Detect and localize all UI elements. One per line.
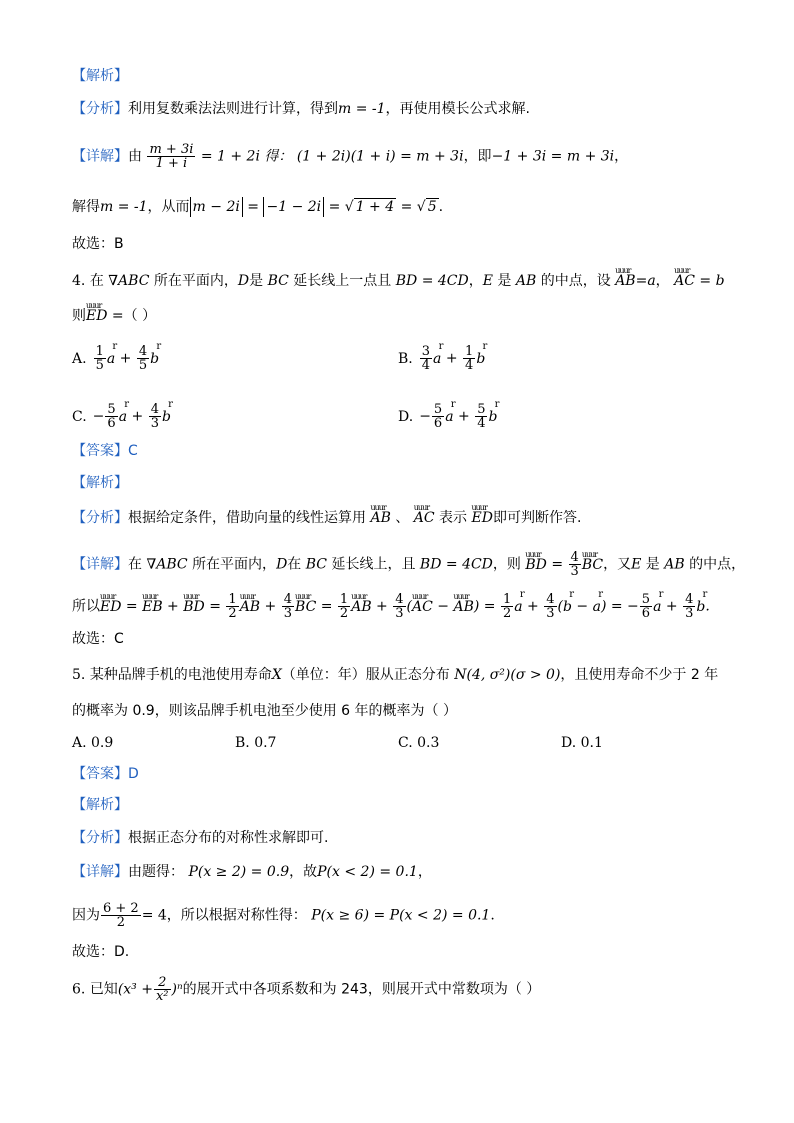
q6-expr-post: )ⁿ <box>171 981 183 998</box>
q4-xj-triangle: ∇ABC <box>146 556 188 573</box>
q5-xj-label: 【详解】 <box>72 864 128 880</box>
q4-option-c <box>72 403 171 430</box>
q4-option-label: D. <box>398 408 414 425</box>
q6-number: 6. <box>72 981 86 998</box>
q4-xj-t5: ，则 <box>492 556 521 573</box>
xiangjie-q3 <box>72 143 628 170</box>
eq2: (1 + 2i)(1 + i) = m + 3i <box>296 148 464 165</box>
q4-option-b <box>398 345 485 372</box>
eq3-prefix: ，即 <box>463 148 492 165</box>
q4-condition: BD = 4CD <box>395 273 469 289</box>
q4-option-vector: r a <box>433 349 441 369</box>
q5-xj-t1: 由题得： <box>128 864 184 880</box>
q6-expr-pre: (x³ + <box>117 981 153 998</box>
q5-yw-end: . <box>490 907 495 924</box>
q4-option-label: A. <box>72 350 87 367</box>
eq1: = 1 + 2i 得： <box>200 148 293 165</box>
q4-fenxi-ED: uuur ED <box>472 508 493 528</box>
q4-option-fraction: $\frac{4}{3}$ <box>150 402 159 431</box>
jiede-math: m = -1 <box>100 199 148 215</box>
q5-frac-num: 6 + 2 <box>103 901 139 916</box>
q4-text-d: 延长线上一点且 <box>293 273 392 289</box>
q4-option-fraction: $\frac{5}{4}$ <box>477 402 486 431</box>
q5-xj-t2: ，故 <box>289 864 318 880</box>
q4-text-b: 所在平面内， <box>153 273 238 289</box>
q4-fenxi <box>72 508 581 528</box>
q4-option-fraction: $\frac{5}{6}$ <box>107 402 116 431</box>
guxuan-q3: 故选：B <box>72 236 124 252</box>
q6-text1: 已知 <box>89 981 118 998</box>
q4-option-fraction: $\frac{4}{5}$ <box>138 344 148 373</box>
fraction-m3i-over-1i <box>147 143 195 170</box>
q6-frac-den: x² <box>155 989 169 1004</box>
q4-option-sign: − <box>419 408 431 425</box>
q5-option-d: D. 0.1 <box>561 735 603 751</box>
q6-text2: 的展开式中各项系数和为 243，则展开式中常数项为（ ） <box>182 981 541 998</box>
jiexi-heading-q3: 【解析】 <box>72 68 128 84</box>
q4-option-vector: r b <box>150 349 159 369</box>
q4-xj-AB: AB <box>664 556 685 573</box>
q4-option-fraction: $\frac{5}{6}$ <box>433 402 443 431</box>
fenxi-label: 【分析】 <box>72 101 128 117</box>
q5-final: 故选：D. <box>72 944 130 960</box>
q4-xj-t6: ，又 <box>603 556 632 573</box>
q4-vector-AB: uuur AB <box>615 271 635 291</box>
q4-vector-ED: uuur ED <box>86 306 107 326</box>
xiangjie-you: 由 <box>128 148 142 165</box>
q4-option-fraction: $\frac{1}{5}$ <box>95 344 104 373</box>
q5-fenxi-label: 【分析】 <box>72 830 128 846</box>
congeer: ，从而 <box>147 199 190 215</box>
q4-option-vector: r a <box>119 407 127 427</box>
q5-text3: ，且使用寿命不少于 2 年 <box>560 667 719 683</box>
frac-den: 1 + i <box>155 156 188 171</box>
question-5-line-2: 的概率为 0.9，则该品牌手机电池至少使用 6 年的概率为（ ） <box>72 703 457 719</box>
q5-option-c: C. 0.3 <box>398 735 440 751</box>
fenxi-math: m = -1 <box>338 101 386 117</box>
question-4-line-2 <box>72 306 156 326</box>
q4-option-vector: r b <box>476 349 485 369</box>
q4-BC: BC <box>267 273 289 289</box>
q5-yinwei-label: 因为 <box>72 907 100 924</box>
q5-frac-den: 2 <box>116 915 125 930</box>
q4-option-vector: r b <box>488 407 497 427</box>
q4-option-vector: r a <box>445 407 453 427</box>
sqrt-2: 5 <box>427 199 437 215</box>
q5-answer: 【答案】D <box>72 766 139 782</box>
frac-num: m + 3i <box>149 142 194 157</box>
q4-fenxi-label: 【分析】 <box>72 510 128 526</box>
q4-xj-t1: 在 <box>128 556 142 573</box>
fenxi-text-end: ，再使用模长公式求解. <box>385 101 530 117</box>
eq3: −1 + 3i = m + 3i <box>491 148 615 165</box>
q4-answer: 【答案】C <box>72 443 138 459</box>
q5-yw-m: P(x ≥ 6) = P(x < 2) = 0.1 <box>311 907 491 924</box>
question-4-line-1 <box>72 271 725 291</box>
xiangjie-label: 【详解】 <box>72 148 128 165</box>
q4-jiexi: 【解析】 <box>72 475 128 491</box>
q4-option-operator: + <box>115 350 136 367</box>
q4-xj-t4: 延长线上，且 <box>331 556 416 573</box>
q5-frac <box>101 902 141 929</box>
q4-option-vector: r a <box>107 349 115 369</box>
q5-fenxi-text: 根据正态分布的对称性求解即可. <box>128 830 329 846</box>
q4-option-d <box>398 403 497 430</box>
q4-line2-post: =（ ） <box>111 308 157 324</box>
q4-suoyi-derivation: 所以uuur ED = uuur EB + uuur BD = $\frac{1}{2}$ uuur AB + $\frac{4}{3}$ uuur BC = $\frac{1}{2}$ uuur AB + $\frac{4}{3}$ (uuur AC − uuur AB) = $\frac{1}{2}$ r a + $\frac{4}{3}$ (r b − r a) = − $\frac{5}{6}$ r a + $\frac{4}{3}$ r b. <box>72 593 710 620</box>
q4-fenxi-AC: uuur AC <box>414 508 435 528</box>
q4-final: 故选：C <box>72 631 124 647</box>
q4-number: 4. <box>72 273 86 289</box>
q4-E: E <box>482 273 493 289</box>
q4-fenxi-text: 根据给定条件，借助向量的线性运算用 <box>128 510 366 526</box>
q4-option-operator: + <box>127 408 148 425</box>
q4-fenxi-AB: uuur AB <box>370 508 390 528</box>
q4-fenxi-show: 表示 <box>439 510 468 526</box>
modulus-2: −1 − 2i <box>263 197 324 217</box>
q6-frac-num: 2 <box>154 976 171 990</box>
q4-option-operator: + <box>453 408 475 425</box>
question-5-line-1 <box>72 665 718 685</box>
q4-option-sign: − <box>92 408 105 425</box>
q4-sep: ， <box>655 273 670 289</box>
q4-line2-pre: 则 <box>72 308 86 324</box>
q4-xj-t7: 是 <box>645 556 660 573</box>
q4-D: D <box>237 273 250 289</box>
q4-xj-E: E <box>631 556 642 573</box>
q4-text-f: 是 <box>497 273 512 289</box>
q4-xj-eq: = <box>551 556 564 573</box>
q4-fenxi-mid: 、 <box>395 510 410 526</box>
q4-xj-t3: 在 <box>287 556 302 573</box>
jiede-label: 解得 <box>72 199 100 215</box>
question-6 <box>72 976 540 1003</box>
q5-number: 5. <box>72 667 86 683</box>
q4-option-fraction: $\frac{3}{4}$ <box>421 344 431 373</box>
fenxi-text: 利用复数乘法法则进行计算，得到 <box>128 101 338 117</box>
modulus-1: m − 2i <box>190 197 243 217</box>
q4-text-e: ， <box>468 273 483 289</box>
q5-xj-t3: ， <box>417 864 432 880</box>
q4-text-a: 在 <box>89 273 104 289</box>
q4-xj-D: D <box>276 556 288 573</box>
jiede-line: 解得m = -1，从而 m − 2i = −1 − 2i = √ 1 + 4 = √ 5 . <box>72 199 444 215</box>
q5-xj-m1: P(x ≥ 2) = 0.9 <box>188 864 290 880</box>
q5-option-b: B. 0.7 <box>235 735 277 751</box>
q5-option-a: A. 0.9 <box>72 735 114 751</box>
q4-xj-vector-BC: uuur BC <box>582 555 603 575</box>
q5-X: X <box>271 667 282 683</box>
q5-jiexi: 【解析】 <box>72 797 128 813</box>
q4-option-label: C. <box>72 408 87 425</box>
q4-fenxi-end: 即可判断作答. <box>492 510 582 526</box>
q4-option-label: B. <box>398 350 413 367</box>
q4-xj-frac-num: 4 <box>570 550 579 565</box>
q4-xj-t2: 所在平面内， <box>192 556 277 573</box>
q5-distribution: N(4, σ²)(σ > 0) <box>454 667 561 683</box>
q4-eq-a: =a <box>635 273 656 289</box>
q4-xj-frac <box>569 551 581 578</box>
q5-fenxi <box>72 828 328 848</box>
q4-suoyi: 所以 <box>72 598 100 615</box>
q5-text1: 某种品牌手机的电池使用寿命 <box>89 667 272 683</box>
q4-text-g: 的中点，设 <box>540 273 611 289</box>
q4-option-fraction: $\frac{1}{4}$ <box>465 344 474 373</box>
eq3-suffix: ， <box>614 148 629 165</box>
q5-yw-t: ，所以根据对称性得： <box>166 907 307 924</box>
q4-xj-frac-den: 3 <box>570 564 579 579</box>
q4-option-operator: + <box>441 350 463 367</box>
sqrt-1: 1 + 4 <box>355 199 395 215</box>
q5-text2: （单位：年）服从正态分布 <box>281 667 450 683</box>
q4-option-a <box>72 345 159 372</box>
q4-triangle: ∇ABC <box>108 273 150 289</box>
q5-yinwei <box>72 902 495 929</box>
q4-eq-b: = b <box>699 273 725 289</box>
q4-vector-AC: uuur AC <box>674 271 695 291</box>
q4-xj-cond: BD = 4CD <box>419 556 493 573</box>
q4-xj-t8: 的中点， <box>689 556 746 573</box>
q4-xj-label: 【详解】 <box>72 556 128 573</box>
q4-option-vector: r b <box>162 407 171 427</box>
fenxi-q3 <box>72 99 530 119</box>
q4-xj-BC: BC <box>305 556 328 573</box>
q5-yw-eq: = 4 <box>141 907 167 924</box>
q4-AB: AB <box>515 273 537 289</box>
q5-xj-m2: P(x < 2) = 0.1 <box>317 864 418 880</box>
q4-text-c: 是 <box>249 273 264 289</box>
q4-xj-vector-BD: uuur BD <box>525 555 547 575</box>
q6-frac <box>154 976 171 1003</box>
q5-xiangjie <box>72 862 432 882</box>
q4-xiangjie <box>72 551 745 578</box>
